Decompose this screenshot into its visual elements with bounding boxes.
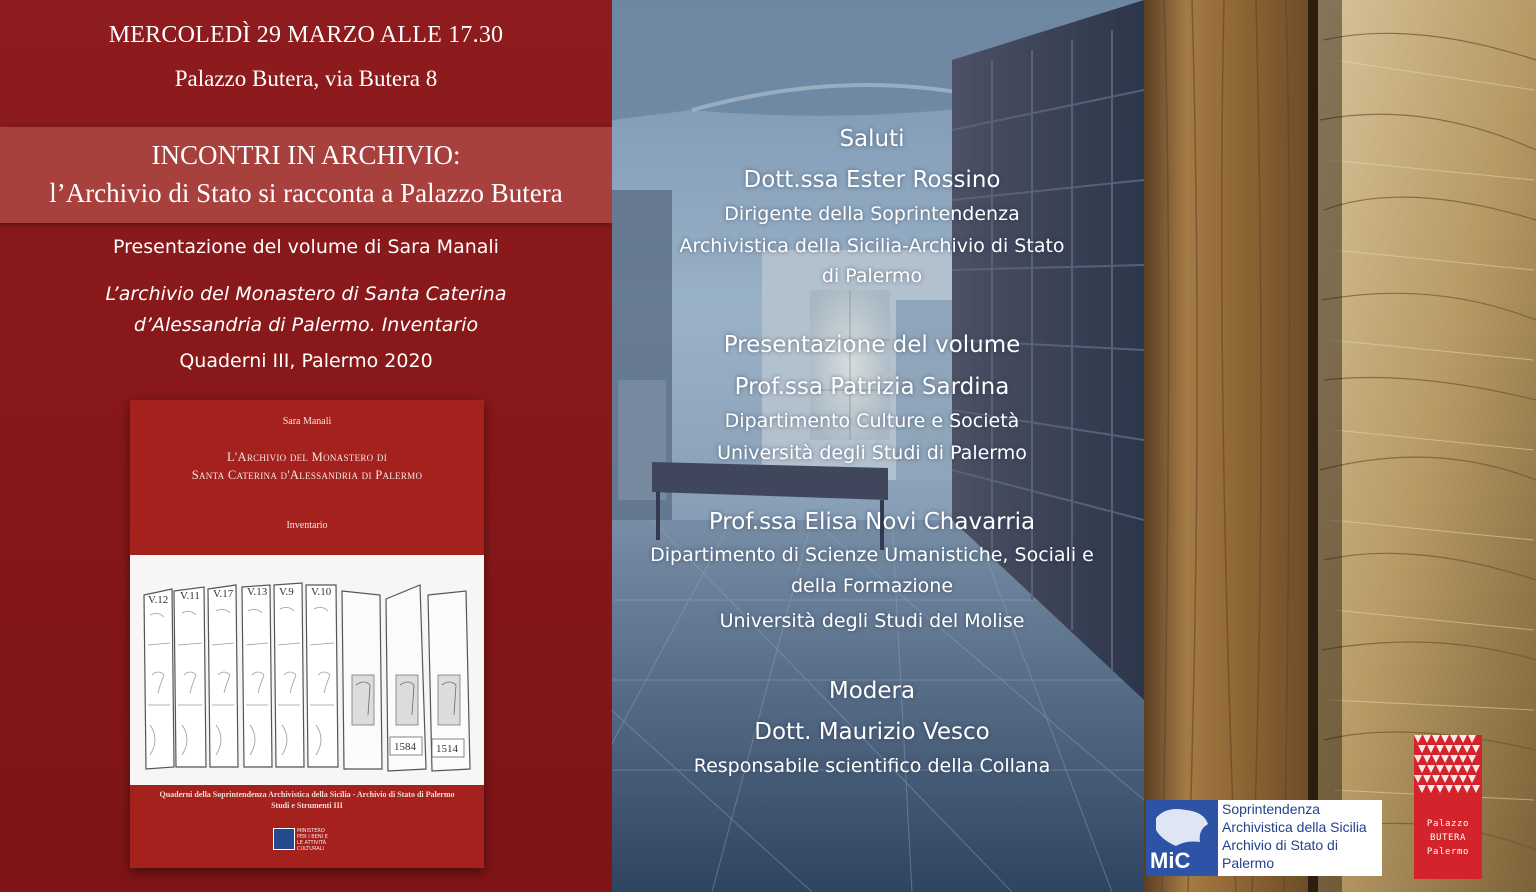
mic-mark-text: MiC	[1150, 848, 1191, 873]
speaker2-dept-line2: della Formazione	[790, 575, 954, 597]
presentation-line: Presentazione del volume di Sara Manali	[113, 236, 499, 258]
event-title-line2: l’Archivio di Stato si racconta a Palazzo Butera	[49, 178, 563, 208]
palazzo-butera-logo	[1414, 735, 1482, 879]
box-label: 1514	[436, 743, 458, 755]
book-cover	[130, 400, 484, 868]
moderator-role: Responsabile scientifico della Collana	[693, 755, 1051, 777]
mic-mark-icon	[1146, 800, 1218, 876]
spine-label: V.17	[213, 588, 234, 600]
spine-label: V.11	[180, 590, 200, 602]
soprintendenza-logo	[1146, 800, 1382, 876]
greetings-name: Dott.ssa Ester Rossino	[743, 167, 1001, 193]
speaker1-name: Prof.ssa Patrizia Sardina	[734, 374, 1010, 400]
cover-footer-line2: Studi e Strumenti III	[271, 801, 343, 810]
triangle-pattern-icon	[1414, 735, 1482, 805]
speaker1-univ: Università degli Studi di Palermo	[717, 442, 1027, 464]
spine-label: V.12	[148, 594, 169, 606]
speaker2-name: Prof.ssa Elisa Novi Chavarria	[708, 509, 1036, 535]
mic-line1: Soprintendenza	[1222, 801, 1321, 817]
cover-title-line2: Santa Caterina d'Alessandria di Palermo	[191, 468, 423, 482]
program-text	[612, 0, 1132, 892]
cover-subtitle: Inventario	[286, 520, 328, 531]
event-date: MERCOLEDÌ 29 MARZO ALLE 17.30	[108, 22, 504, 48]
moderator-heading: Modera	[828, 678, 916, 704]
cover-photo	[130, 555, 484, 785]
greetings-role-line1: Dirigente della Soprintendenza	[724, 203, 1020, 225]
greetings-role-line2: Archivistica della Sicilia-Archivio di Stato	[679, 235, 1065, 257]
presentation-heading: Presentazione del volume	[723, 332, 1021, 358]
series-line: Quaderni III, Palermo 2020	[179, 350, 433, 372]
event-venue: Palazzo Butera, via Butera 8	[174, 66, 438, 91]
cover-author: Sara Manali	[282, 416, 332, 427]
event-title-line1: INCONTRI IN ARCHIVIO:	[151, 140, 461, 170]
speaker1-dept: Dipartimento Culture e Società	[724, 410, 1020, 432]
cover-footer-line1: Quaderni della Soprintendenza Archivistica della Sicilia - Archivio di Stato di Palermo	[159, 790, 455, 799]
greetings-role-line3: di Palermo	[821, 265, 923, 287]
spine-label: V.9	[279, 586, 294, 598]
ministry-logo-icon	[273, 828, 295, 850]
speaker2-dept-line1: Dipartimento di Scienze Umanistiche, Sociali e	[650, 544, 1094, 566]
mic-line2: Archivistica della Sicilia	[1222, 819, 1367, 835]
butera-line2: BUTERA	[1429, 833, 1467, 843]
moderator-name: Dott. Maurizio Vesco	[754, 719, 990, 745]
program-panel	[612, 0, 1144, 892]
book-title-line1: L’archivio del Monastero di Santa Caterina	[105, 283, 507, 305]
butera-line1: Palazzo	[1426, 819, 1470, 829]
box-label: 1584	[394, 741, 416, 753]
spine-label: V.10	[311, 586, 332, 598]
event-info-panel	[0, 0, 612, 892]
book-title-line2: d’Alessandria di Palermo. Inventario	[133, 314, 479, 336]
archive-volumes-illustration	[130, 555, 484, 785]
cover-ministry-text: MINISTERO PER I BENI E LE ATTIVITÀ CULTURALI	[297, 828, 328, 852]
butera-line3: Palermo	[1426, 847, 1470, 857]
greetings-heading: Saluti	[839, 126, 905, 152]
cover-title-line1: L'Archivio del Monastero di	[227, 450, 387, 464]
speaker2-univ: Università degli Studi del Molise	[719, 610, 1025, 632]
mic-line4: Palermo	[1222, 855, 1275, 871]
spine-label: V.13	[247, 586, 268, 598]
mic-line3: Archivio di Stato di	[1222, 837, 1338, 853]
